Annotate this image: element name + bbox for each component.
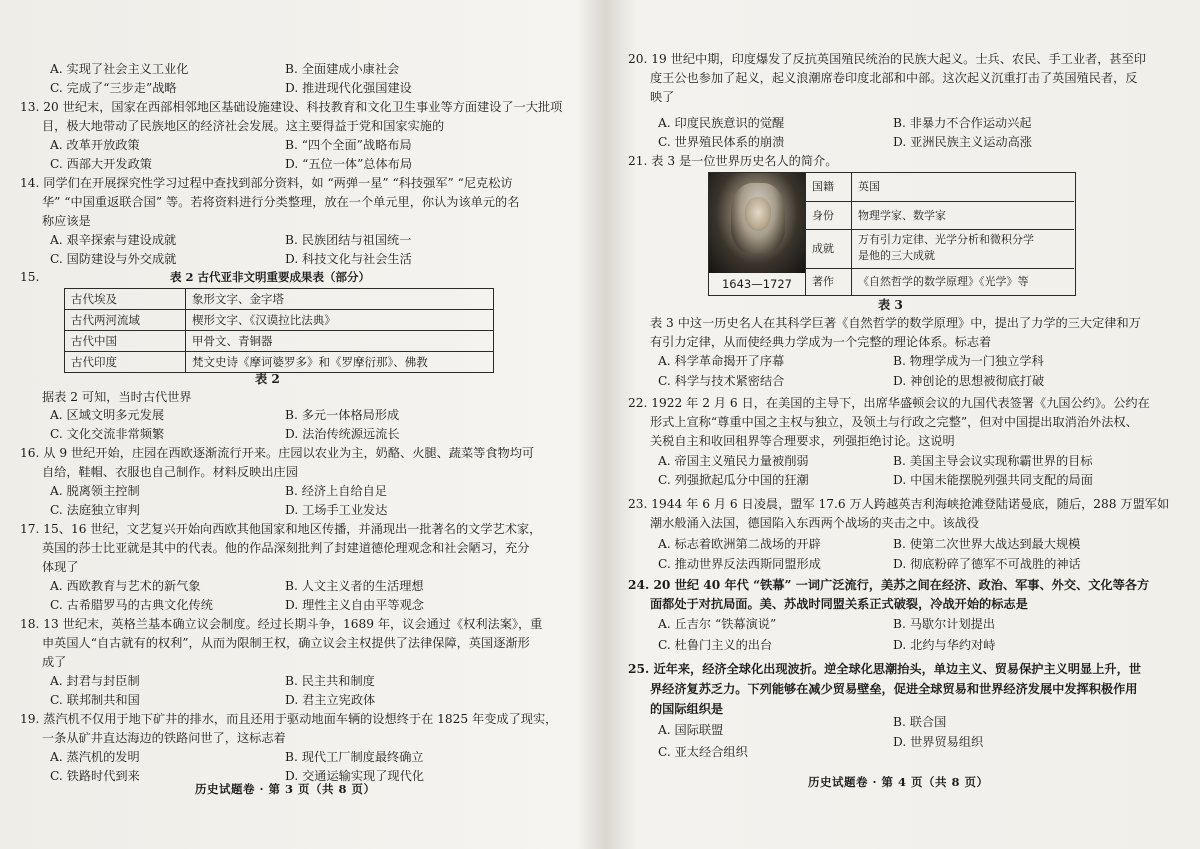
table-3 [708,172,1076,296]
q17-option-a: A. 西欧教育与艺术的新气象 [50,579,201,593]
q22-stem-line1: 22. 1922 年 2 月 6 日，在美国的主导下，出席华盛顿会议的九国代表签署《九国公约》。公约在 [628,396,1150,410]
q21-option-d: D. 神创论的思想被彻底打破 [893,374,1045,388]
table-row [806,173,1074,202]
q23-option-b: B. 使第二次世界大战达到最大规模 [893,537,1081,551]
q18-option-c: C. 联邦制共和国 [50,693,140,707]
q20-stem-line1: 20. 19 世纪中期，印度爆发了反抗英国殖民统治的民族大起义。士兵、农民、手工业者，甚至印 [628,52,1146,66]
q22-stem-line2: 形式上宣称“尊重中国之主权与独立，及领土与行政之完整”，但对中国提出取消治外法权、 [650,415,1138,429]
q15-number: 15. [20,270,40,284]
q14-stem-line1: 14. 同学们在开展探究性学习过程中查找到部分资料，如 “两弹一星” “科技强军” “尼克松访 [20,176,513,190]
field-value: 《自然哲学的数学原理》《光学》等 [858,275,1029,288]
q16-stem-line1: 16. 从 9 世纪开始，庄园在西欧逐渐流行开来。庄园以农业为主，奶酪、火腿、蔬菜等食物均可 [20,446,535,460]
q23-stem-line1: 23. 1944 年 6 月 6 日凌晨，盟军 17.6 万人跨越英吉利海峡抢滩登陆诺曼底，随后，288 万盟军如 [628,497,1170,511]
q15-option-a: A. 区域文明多元发展 [50,408,165,422]
q18-stem-line2: 申英国人“自古就有的权利”，从而为限制王权，确立议会主权提供了法律保障，英国逐渐形 [42,636,530,650]
table-row [806,230,1074,269]
table-cell: 古代印度 [65,352,186,373]
q24-option-b: B. 马歇尔计划提出 [893,617,996,631]
q22-option-d: D. 中国未能摆脱列强共同支配的局面 [893,473,1093,487]
q20-option-b: B. 非暴力不合作运动兴起 [893,116,1032,130]
q19-option-c: C. 铁路时代到来 [50,769,140,783]
page-3 [20,0,585,849]
table-row [65,310,494,331]
table-cell: 甲骨文、青铜器 [186,331,494,352]
q16-stem-line2: 自给，鞋帽、衣服也自己制作。材料反映出庄园 [42,465,298,479]
field-value-line: 是他的三大成就 [858,249,935,262]
q18-option-a: A. 封君与封臣制 [50,674,140,688]
q19-stem-line1: 19. 蒸汽机不仅用于地下矿井的排水，而且还用于驱动地面车辆的设想终于在 1825 年变成了现实， [20,712,558,726]
q22-stem-line3: 关税自主和收回租界等合理要求，列强拒绝讨论。这说明 [650,434,955,448]
q14-option-a: A. 艰辛探索与建设成就 [50,233,177,247]
q24-option-a: A. 丘吉尔 “铁幕演说” [658,617,777,631]
q17-option-b: B. 人文主义者的生活理想 [285,579,424,593]
page-4 [628,0,1183,849]
q13-option-b: B. “四个全面”战略布局 [285,138,412,152]
table-row [65,331,494,352]
q17-option-d: D. 理性主义自由平等观念 [285,598,424,612]
q18-option-b: B. 民主共和制度 [285,674,375,688]
q14-stem-line3: 称应该是 [42,214,91,228]
q19-option-b: B. 现代工厂制度最终确立 [285,750,424,764]
q12-option-a: A. 实现了社会主义工业化 [50,62,189,76]
q25-stem-line1: 25. 近年来，经济全球化出现波折。逆全球化思潮抬头，单边主义、贸易保护主义明显上升，世 [628,662,1141,676]
field-value: 英国 [858,180,880,193]
table-row [65,289,494,310]
q22-option-a: A. 帝国主义殖民力量被削弱 [658,454,809,468]
q15-stem: 据表 2 可知，当时古代世界 [42,390,192,404]
q20-option-d: D. 亚洲民族主义运动高涨 [893,135,1032,149]
q14-option-b: B. 民族团结与祖国统一 [285,233,412,247]
q13-option-c: C. 西部大开发政策 [50,157,152,171]
q21-option-c: C. 科学与技术紧密结合 [658,374,785,388]
q24-stem-line1: 24. 20 世纪 40 年代 “铁幕” 一词广泛流行，美苏之间在经济、政治、军事、外交、文化等各方 [628,578,1150,592]
q16-option-a: A. 脱离领主控制 [50,484,140,498]
table-2 [64,288,494,373]
q16-option-c: C. 法庭独立审判 [50,503,140,517]
q25-stem-line3: 的国际组织是 [650,702,724,716]
q24-stem-line2: 面都处于对抗局面。美、苏战时同盟关系正式破裂，冷战开始的标志是 [650,597,1028,611]
q20-stem-line3: 映了 [650,90,675,104]
q19-stem-line2: 一条从矿井直达海边的铁路问世了，这标志着 [42,731,286,745]
page-footer: 历史试题卷 · 第 4 页（共 8 页） [808,775,989,789]
q17-stem-line3: 体现了 [42,560,79,574]
newton-portrait [709,173,806,273]
field-value [858,232,1070,264]
q17-stem-line2: 英国的莎士比亚就是其中的代表。他的作品深刻批判了封建道德伦理观念和社会陋习，充分 [42,541,530,555]
q13-option-d: D. “五位一体”总体布局 [285,157,413,171]
q19-option-a: A. 蒸汽机的发明 [50,750,140,764]
q23-stem-line2: 潮水般涌入法国，德国陷入东西两个战场的夹击之中。该战役 [650,516,980,530]
field-label: 著作 [806,269,852,295]
q15-option-d: D. 法治传统源远流长 [285,427,400,441]
q13-stem-line2: 目，极大地带动了民族地区的经济社会发展。这主要得益于党和国家实施的 [42,119,445,133]
table-cell: 古代埃及 [65,289,186,310]
q17-option-c: C. 古希腊罗马的古典文化传统 [50,598,213,612]
table-cell: 象形文字、金字塔 [186,289,494,310]
table-cell: 古代两河流域 [65,310,186,331]
table-cell: 梵文史诗《摩诃婆罗多》和《罗摩衍那》、佛教 [186,352,494,373]
q18-stem-line3: 成了 [42,655,67,669]
field-value-line: 万有引力定律、光学分析和微积分学 [858,233,1034,246]
q23-option-c: C. 推动世界反法西斯同盟形成 [658,557,821,571]
q25-option-b: B. 联合国 [893,715,947,729]
q12-option-b: B. 全面建成小康社会 [285,62,400,76]
q13-option-a: A. 改革开放政策 [50,138,140,152]
q21-text-line2: 有引力定律，从而使经典力学成为一个完整的理论体系。标志着 [650,335,992,349]
table-row [806,202,1074,230]
table3-label: 表 3 [878,298,903,312]
q20-stem-line2: 度王公也参加了起义，起义浪潮席卷印度北部和中部。这次起义沉重打击了英国殖民者，反 [650,71,1138,85]
q12-option-c: C. 完成了“三步走”战略 [50,81,177,95]
q14-option-c: C. 国防建设与外交成就 [50,252,177,266]
q13-stem-line1: 13. 20 世纪末，国家在西部相邻地区基础设施建设、科技教育和文化卫生事业等方面建设了一大批项 [20,100,563,114]
q21-text-line1: 表 3 中这一历史名人在其科学巨著《自然哲学的数学原理》中，提出了力学的三大定律和万 [650,316,1141,330]
table-cell: 古代中国 [65,331,186,352]
q17-stem-line1: 17. 15、16 世纪，文艺复兴开始向西欧其他国家和地区传播，并涌现出一批著名的文学艺术家， [20,522,542,536]
q15-option-c: C. 文化交流非常频繁 [50,427,165,441]
field-label: 身份 [806,202,852,229]
table-row [806,269,1074,295]
q21-stem: 21. 表 3 是一位世界历史名人的简介。 [628,154,838,168]
q19-option-d: D. 交通运输实现了现代化 [285,769,424,783]
q14-option-d: D. 科技文化与社会生活 [285,252,412,266]
page-footer: 历史试题卷 · 第 3 页（共 8 页） [195,782,376,796]
q22-option-b: B. 美国主导会议实现称霸世界的目标 [893,454,1093,468]
q23-option-d: D. 彻底粉碎了德军不可战胜的神话 [893,557,1081,571]
table-cell: 楔形文字、《汉谟拉比法典》 [186,310,494,331]
table2-label: 表 2 [255,372,280,386]
q14-stem-line2: 华” “中国重返联合国” 等。若将资料进行分类整理，放在一个单元里，你认为该单元的名 [42,195,520,209]
q20-option-c: C. 世界殖民体系的崩溃 [658,135,785,149]
q25-stem-line2: 界经济复苏乏力。下列能够在减少贸易壁垒，促进全球贸易和世界经济发展中发挥积极作用 [650,682,1138,696]
q23-option-a: A. 标志着欧洲第二战场的开辟 [658,537,821,551]
q22-option-c: C. 列强掀起瓜分中国的狂潮 [658,473,809,487]
q25-option-a: A. 国际联盟 [658,723,724,737]
field-label: 国籍 [806,173,852,201]
q24-option-d: D. 北约与华约对峙 [893,638,996,652]
portrait-years: 1643—1727 [709,273,806,295]
q18-option-d: D. 君主立宪政体 [285,693,376,707]
q16-option-d: D. 工场手工业发达 [285,503,388,517]
q18-stem-line1: 18. 13 世纪末，英格兰基本确立议会制度。经过长期斗争，1689 年，议会通过《权利法案》，重 [20,617,543,631]
q12-option-d: D. 推进现代化强国建设 [285,81,412,95]
q21-option-a: A. 科学革命揭开了序幕 [658,354,785,368]
q24-option-c: C. 杜鲁门主义的出台 [658,638,773,652]
q25-option-d: D. 世界贸易组织 [893,735,984,749]
q21-option-b: B. 物理学成为一门独立学科 [893,354,1044,368]
table2-caption: 表 2 古代亚非文明重要成果表（部分） [170,270,371,284]
q25-option-c: C. 亚太经合组织 [658,745,748,759]
q16-option-b: B. 经济上自给自足 [285,484,388,498]
q20-option-a: A. 印度民族意识的觉醒 [658,116,785,130]
field-label: 成就 [806,230,852,268]
field-value: 物理学家、数学家 [858,209,946,222]
q15-option-b: B. 多元一体格局形成 [285,408,400,422]
